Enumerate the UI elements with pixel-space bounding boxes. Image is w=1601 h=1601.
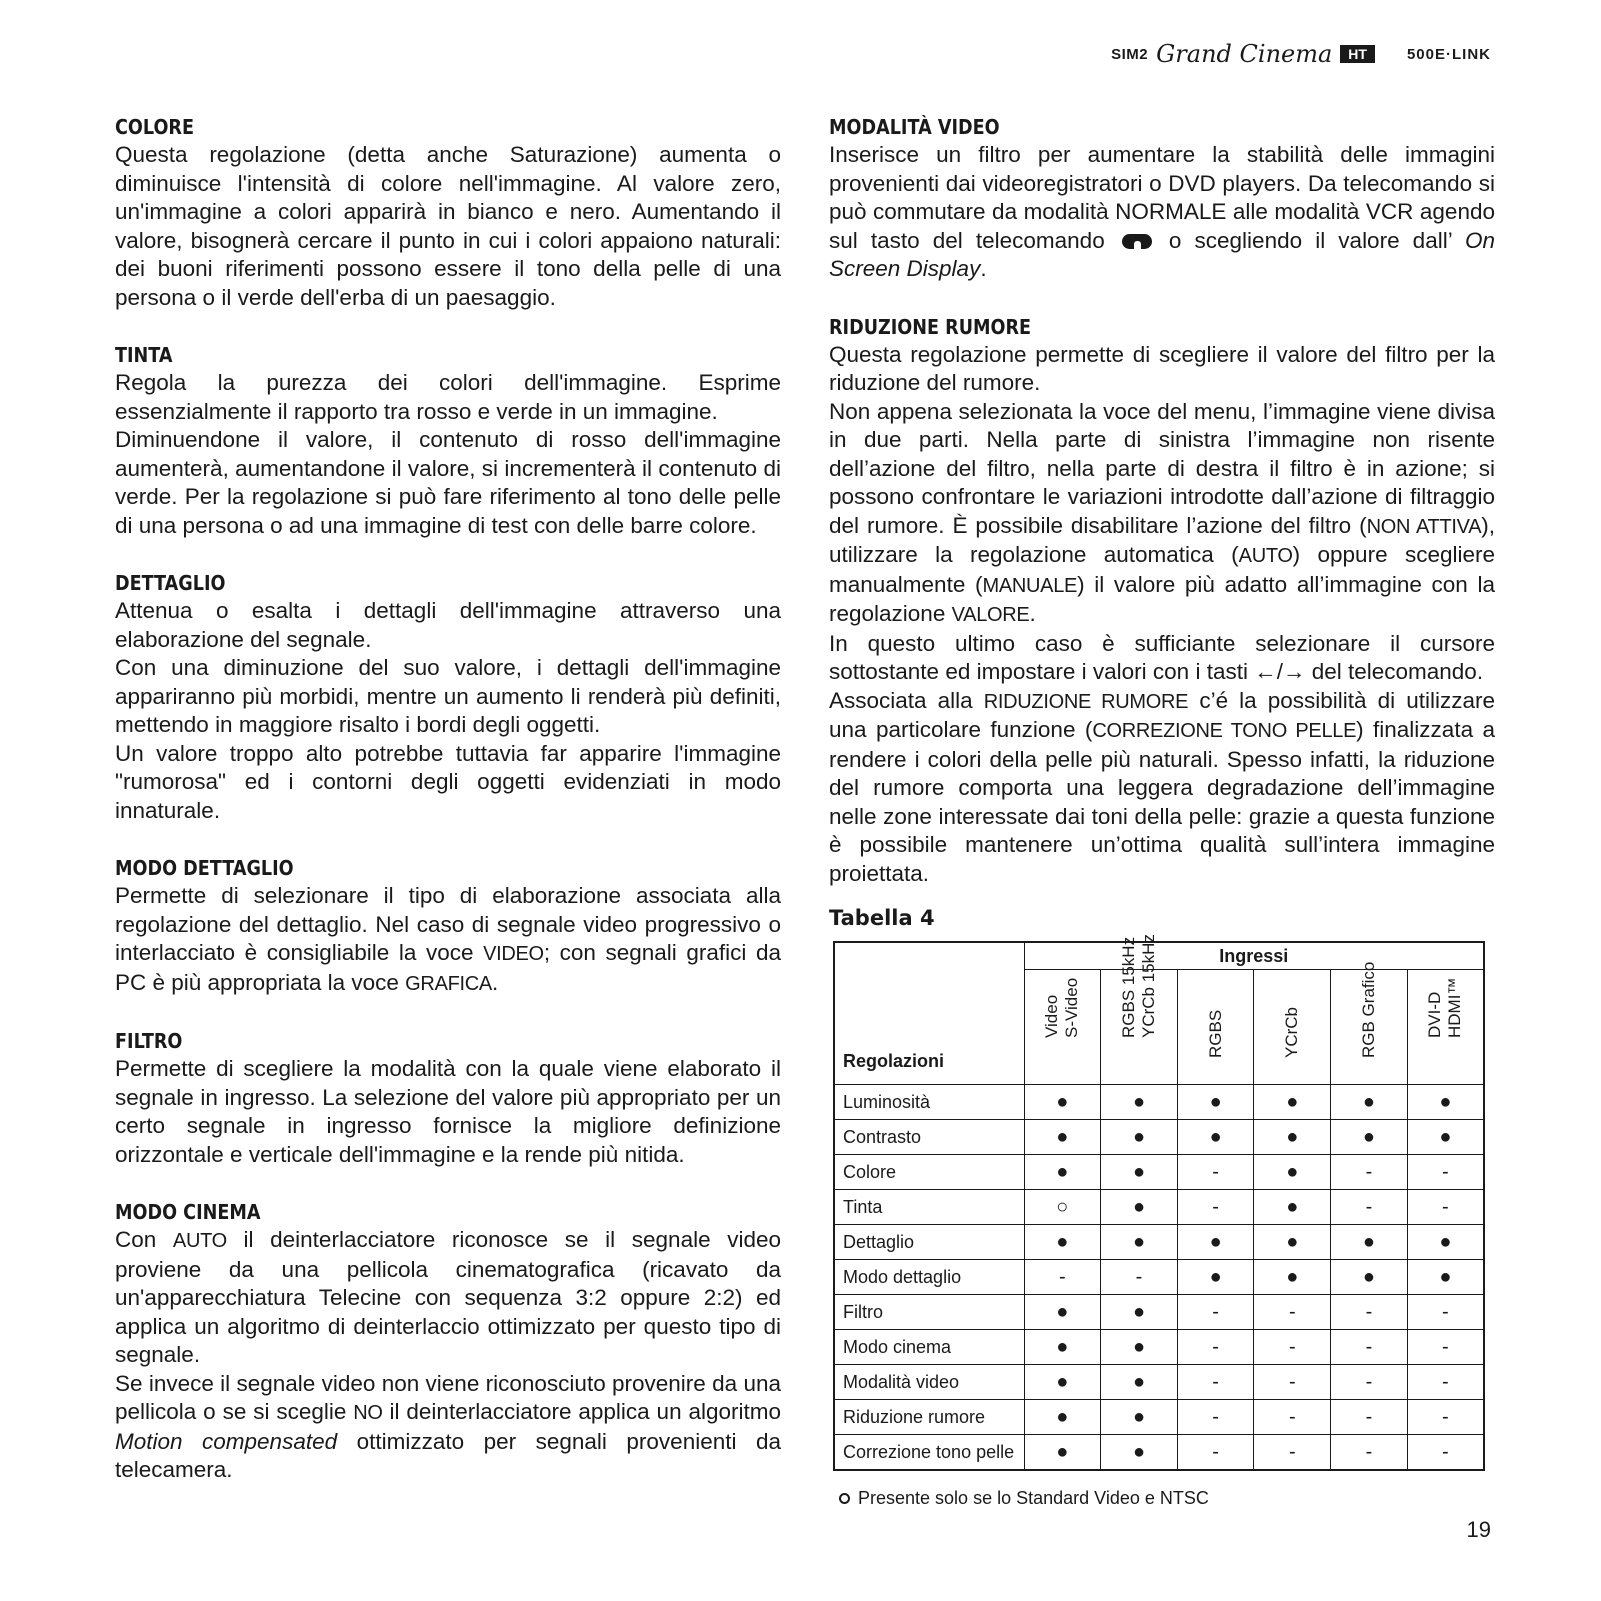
menu-term: MANUALE bbox=[982, 574, 1078, 597]
table-cell: - bbox=[1407, 1330, 1484, 1365]
table-cell: ● bbox=[1254, 1260, 1331, 1295]
table-row bbox=[834, 1190, 1484, 1225]
table-row bbox=[834, 1155, 1484, 1190]
section bbox=[115, 569, 781, 825]
table-row bbox=[834, 1400, 1484, 1435]
text-run: Regola la purezza dei colori dell'immagine. Esprime essenzialmente il rapporto tra rosso e verde in un immagine. bbox=[115, 370, 781, 424]
text-run: Con bbox=[115, 1227, 173, 1252]
table-cell: ● bbox=[1101, 1225, 1178, 1260]
text-run: Questa regolazione (detta anche Saturazione) aumenta o diminuisce l'intensità di colore nell'immagine. Al valore zero, un'immagine a colori apparirà in bianco e nero. Aumentando il valore, bisognerà cercare il punto in cui i colori appaiono naturali: dei buoni riferimenti possono essere il tono della pelle di una persona o il verde dell'erba di un paesaggio. bbox=[115, 142, 781, 310]
table-cell: - bbox=[1177, 1295, 1254, 1330]
section-heading: RIDUZIONE RUMORE bbox=[829, 314, 1032, 339]
menu-term: AUTO bbox=[1238, 545, 1293, 567]
footnote-text: Presente solo se lo Standard Video e NTSC bbox=[858, 1488, 1209, 1508]
table-cell: - bbox=[1177, 1365, 1254, 1400]
table-cell: ○ bbox=[1024, 1190, 1101, 1225]
text-run: Un valore troppo alto potrebbe tuttavia far apparire l'immagine "rumorosa" ed i contorni degli oggetti evidenziati in modo innaturale. bbox=[115, 740, 781, 823]
table-cell: ● bbox=[1177, 1120, 1254, 1155]
menu-term: VALORE bbox=[951, 604, 1030, 626]
table-cell: - bbox=[1407, 1365, 1484, 1400]
text-run: ) finalizzata a rendere i colori della pelle più naturali. Spesso infatti, la riduzione del rumore comporta una leggera degradazione dell’immagine nelle zone interessate dai toni della pelle: grazie a questa funzione è possibile mantenere un’ottima qualità sull’intera immagine proiettata. bbox=[829, 717, 1496, 886]
right-column bbox=[829, 113, 1495, 917]
section-heading: FILTRO bbox=[115, 1029, 183, 1053]
menu-term: RIDUZIONE RUMORE bbox=[983, 690, 1189, 713]
table-cell: - bbox=[1331, 1365, 1408, 1400]
table-row bbox=[834, 1365, 1484, 1400]
table-cell: - bbox=[1407, 1295, 1484, 1330]
table-cell: - bbox=[1254, 1365, 1331, 1400]
row-label: Dettaglio bbox=[834, 1225, 1024, 1260]
column-header-line: Video bbox=[1042, 994, 1062, 1038]
text-run: Permette di selezionare il tipo di elaborazione associata alla regolazione del dettaglio. Nel caso di segnale video progressivo o interlacciato è consigliabile la voce bbox=[115, 883, 781, 965]
table-row bbox=[834, 1260, 1484, 1295]
table-cell: ● bbox=[1101, 1330, 1178, 1365]
table-cell: ● bbox=[1254, 1085, 1331, 1120]
row-label: Modalità video bbox=[834, 1365, 1024, 1400]
table-cell: ● bbox=[1177, 1225, 1254, 1260]
table-cell: ● bbox=[1177, 1085, 1254, 1120]
row-label: Modo dettaglio bbox=[834, 1260, 1024, 1295]
table-title: Tabella 4 bbox=[829, 906, 935, 930]
table-cell: ● bbox=[1101, 1435, 1178, 1471]
table-cell: - bbox=[1407, 1190, 1484, 1225]
table-cell: - bbox=[1331, 1155, 1408, 1190]
table-row bbox=[834, 1435, 1484, 1471]
table-corner-header: Regolazioni bbox=[834, 942, 1024, 1085]
text-run: ) il valore più adatto all’immagine con la regolazione bbox=[829, 571, 1495, 626]
section bbox=[829, 113, 1495, 284]
section-heading: MODALITÀ VIDEO bbox=[829, 115, 1000, 139]
column-header-line: RGBS bbox=[1205, 1009, 1225, 1058]
table-column-header bbox=[1331, 961, 1408, 1085]
section bbox=[115, 1027, 781, 1169]
menu-term: CORREZIONE TONO PELLE bbox=[1092, 720, 1357, 742]
text-run: Non appena selezionata la voce del menu, l’immagine viene divisa in due parti. Nella parte di sinistra l’immagine non risente dell’azione del filtro, nella parte di destra il filtro è in azione; si possono confrontare le variazioni introdotte dall’azione di filtraggio del rumore. È possibile disabilitare l’azione del filtro ( bbox=[829, 398, 1495, 538]
text-run: ottimizzato per segnali provenienti da telecamera. bbox=[115, 1428, 781, 1482]
text-run: Se invece il segnale video non viene riconosciuto provenire da una pellicola o se si sceglie bbox=[115, 1370, 781, 1424]
italic-term: Motion compensated bbox=[115, 1428, 338, 1454]
table-cell: ● bbox=[1177, 1260, 1254, 1295]
table-cell: ● bbox=[1407, 1260, 1484, 1295]
text-run: il deinterlacciatore applica un algoritmo bbox=[382, 1399, 781, 1424]
table-cell: - bbox=[1331, 1190, 1408, 1225]
table-cell: ● bbox=[1024, 1085, 1101, 1120]
table-cell: - bbox=[1101, 1260, 1178, 1295]
table-cell: ● bbox=[1331, 1120, 1408, 1155]
table-cell: - bbox=[1254, 1295, 1331, 1330]
row-label: Correzione tono pelle bbox=[834, 1435, 1024, 1471]
section-body bbox=[115, 1226, 781, 1485]
table-column-header bbox=[1407, 970, 1484, 1085]
section bbox=[115, 341, 781, 540]
table-cell: - bbox=[1331, 1400, 1408, 1435]
table-row bbox=[834, 1120, 1484, 1155]
table-cell: ● bbox=[1101, 1120, 1178, 1155]
table-cell: ● bbox=[1254, 1120, 1331, 1155]
text-run: il deinterlacciatore riconosce se il segnale video proviene da una pellicola cinematografica (ricavato da un'apparecchiatura Telecine con sequenza 3:2 oppure 2:2) ed applica un algoritmo di deinterlaccio ottimizzato per questo tipo di segnale. bbox=[115, 1227, 781, 1367]
table-row bbox=[834, 1330, 1484, 1365]
table-cell: ● bbox=[1024, 1330, 1101, 1365]
table-cell: ● bbox=[1331, 1085, 1408, 1120]
section bbox=[115, 113, 781, 312]
left-column bbox=[115, 113, 781, 1514]
section-body bbox=[115, 141, 781, 312]
brand-logo: SIM2 bbox=[1111, 45, 1149, 63]
section bbox=[115, 854, 781, 998]
table-cell: ● bbox=[1024, 1400, 1101, 1435]
text-run: ; con segnali grafici da PC è più appropriata la voce bbox=[115, 940, 781, 995]
table-cell: ● bbox=[1024, 1435, 1101, 1471]
section-body bbox=[115, 882, 781, 998]
table-cell: ● bbox=[1254, 1155, 1331, 1190]
text-run: ) oppure scegliere manualmente ( bbox=[829, 542, 1495, 597]
text-run: Questa regolazione permette di scegliere il valore del filtro per la riduzione del rumore. bbox=[829, 341, 1495, 395]
column-header-line: RGBS 15kHz bbox=[1118, 936, 1138, 1038]
table-cell: - bbox=[1254, 1400, 1331, 1435]
table-cell: - bbox=[1407, 1435, 1484, 1471]
section-heading: MODO DETTAGLIO bbox=[115, 856, 294, 880]
column-header-line: HDMI™ bbox=[1445, 977, 1465, 1038]
section-body bbox=[115, 369, 781, 540]
table-footnote bbox=[839, 1488, 1209, 1509]
page-header bbox=[1111, 40, 1491, 68]
row-label: Luminosità bbox=[834, 1085, 1024, 1120]
model-name: 500E·LINK bbox=[1406, 45, 1491, 63]
text-run: . bbox=[980, 256, 987, 281]
table-cell: ● bbox=[1101, 1295, 1178, 1330]
section-body bbox=[115, 1055, 781, 1169]
section-heading: DETTAGLIO bbox=[115, 571, 226, 595]
table-cell: - bbox=[1177, 1435, 1254, 1471]
table-cell: ● bbox=[1024, 1295, 1101, 1330]
table-column-header bbox=[1024, 970, 1101, 1085]
section bbox=[115, 1198, 781, 1485]
text-run: Permette di scegliere la modalità con la quale viene elaborato il segnale in ingresso. La selezione del valore più appropriato per un certo segnale in ingresso fornisce la migliore definizione orizzontale e verticale dell'immagine e la rende più nitida. bbox=[115, 1056, 781, 1167]
column-header-line: YCrCb bbox=[1282, 1006, 1302, 1058]
row-label: Tinta bbox=[834, 1190, 1024, 1225]
row-label: Riduzione rumore bbox=[834, 1400, 1024, 1435]
section-body bbox=[829, 141, 1495, 284]
table-cell: ● bbox=[1024, 1155, 1101, 1190]
product-name: Grand Cinema bbox=[1156, 40, 1333, 68]
text-run: ), utilizzare la regolazione automatica ( bbox=[829, 512, 1495, 567]
product-badge: HT bbox=[1340, 45, 1375, 63]
table-cell: - bbox=[1254, 1330, 1331, 1365]
table-row bbox=[834, 1295, 1484, 1330]
table-row bbox=[834, 1085, 1484, 1120]
table-cell: - bbox=[1331, 1330, 1408, 1365]
text-run: Inserisce un filtro per aumentare la stabilità delle immagini provenienti dai videoregistratori o DVD players. Da telecomando si può commutare da modalità NORMALE alle modalità VCR agendo sul tasto del telecomando bbox=[829, 142, 1495, 253]
menu-term: GRAFICA bbox=[405, 972, 492, 995]
row-label: Colore bbox=[834, 1155, 1024, 1190]
table-row bbox=[834, 1225, 1484, 1260]
table-cell: ● bbox=[1101, 1400, 1178, 1435]
table-cell: - bbox=[1407, 1400, 1484, 1435]
menu-term: VIDEO bbox=[483, 943, 544, 965]
table-cell: - bbox=[1331, 1435, 1408, 1471]
table-column-header bbox=[1177, 970, 1254, 1085]
section bbox=[829, 313, 1495, 889]
table-cell: ● bbox=[1101, 1190, 1178, 1225]
table-cell: - bbox=[1177, 1155, 1254, 1190]
text-run: In questo ultimo caso è sufficiante selezionare il cursore sottostante ed impostare i valori con i tasti ←/→ del telecomando. bbox=[829, 630, 1495, 684]
table-cell: ● bbox=[1254, 1225, 1331, 1260]
text-run: Associata alla bbox=[829, 687, 984, 713]
italic-term: On Screen Display bbox=[829, 227, 1495, 281]
text-run: Con una diminuzione del suo valore, i dettagli dell'immagine appariranno più morbidi, mentre un aumento li renderà più definiti, mettendo in maggiore risalto i bordi degli oggetti. bbox=[115, 655, 781, 737]
table-cell: ● bbox=[1254, 1190, 1331, 1225]
table-group-header: Ingressi bbox=[1024, 942, 1484, 970]
text-run: . bbox=[491, 969, 499, 995]
section-heading: TINTA bbox=[115, 343, 173, 367]
menu-term: NO bbox=[353, 1402, 383, 1424]
menu-term: AUTO bbox=[172, 1230, 227, 1252]
table-column-header bbox=[1101, 934, 1178, 1085]
table-cell: - bbox=[1024, 1260, 1101, 1295]
table-cell: - bbox=[1331, 1295, 1408, 1330]
section-body bbox=[829, 341, 1495, 889]
table-column-header bbox=[1254, 970, 1331, 1085]
text-run: Diminuendone il valore, il contenuto di rosso dell'immagine aumenterà, aumentandone il valore, si incrementerà il contenuto di verde. Per la regolazione si può fare riferimento al tono delle pelle di una persona o ad una immagine di test con delle barre colore. bbox=[115, 427, 781, 538]
page-number: 19 bbox=[1466, 1517, 1491, 1542]
table-cell: ● bbox=[1407, 1225, 1484, 1260]
text-run: o scegliendo il valore dall’ bbox=[1155, 227, 1465, 253]
hollow-circle-icon bbox=[839, 1493, 850, 1504]
text-run: Attenua o esalta i dettagli dell'immagine attraverso una elaborazione del segnale. bbox=[115, 598, 781, 652]
section-heading: COLORE bbox=[115, 115, 195, 139]
row-label: Filtro bbox=[834, 1295, 1024, 1330]
table-cell: ● bbox=[1407, 1085, 1484, 1120]
menu-term: NON ATTIVA bbox=[1366, 515, 1482, 538]
table-cell: ● bbox=[1407, 1120, 1484, 1155]
table-cell: - bbox=[1177, 1400, 1254, 1435]
table-cell: ● bbox=[1101, 1365, 1178, 1400]
table-cell: ● bbox=[1024, 1120, 1101, 1155]
row-label: Contrasto bbox=[834, 1120, 1024, 1155]
table-cell: ● bbox=[1101, 1155, 1178, 1190]
section-body bbox=[115, 597, 781, 825]
table-cell: ● bbox=[1331, 1260, 1408, 1295]
table-cell: - bbox=[1177, 1190, 1254, 1225]
table-cell: - bbox=[1407, 1155, 1484, 1190]
table-cell: - bbox=[1254, 1435, 1331, 1471]
vcr-tape-icon bbox=[1122, 234, 1152, 249]
table-cell: ● bbox=[1101, 1085, 1178, 1120]
section-heading: MODO CINEMA bbox=[115, 1200, 261, 1224]
text-run: c’é la possibilità di utilizzare una particolare funzione ( bbox=[829, 687, 1496, 742]
column-header-line: DVI-D bbox=[1425, 991, 1445, 1038]
row-label: Modo cinema bbox=[834, 1330, 1024, 1365]
table-cell: ● bbox=[1331, 1225, 1408, 1260]
column-header-line: YCrCb 15kHz bbox=[1138, 934, 1158, 1038]
table-cell: - bbox=[1177, 1330, 1254, 1365]
column-header-line: RGB Grafico bbox=[1358, 961, 1378, 1058]
table-cell: ● bbox=[1024, 1225, 1101, 1260]
column-header-line: S-Video bbox=[1062, 977, 1082, 1038]
text-run: . bbox=[1029, 601, 1036, 626]
settings-table bbox=[833, 934, 1485, 1471]
table-cell: ● bbox=[1024, 1365, 1101, 1400]
